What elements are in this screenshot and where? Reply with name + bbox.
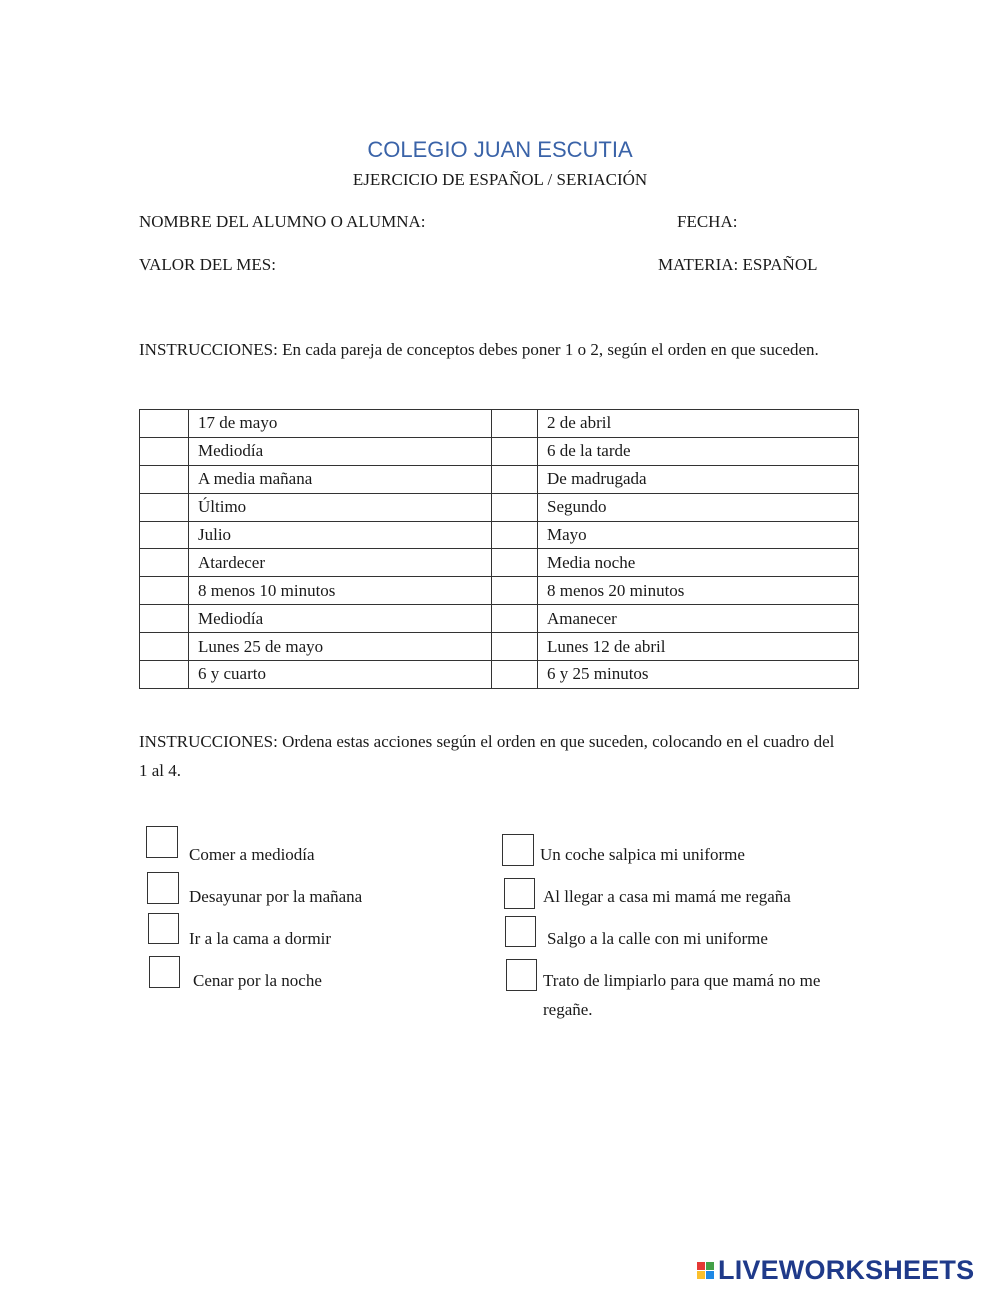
pair-row (140, 437, 859, 465)
concept-b: Amanecer (538, 605, 859, 633)
order-box-right-3[interactable] (505, 916, 536, 947)
concept-a: A media mañana (189, 465, 492, 493)
pair-row (140, 521, 859, 549)
pair-row (140, 410, 859, 438)
answer-box-b[interactable] (492, 465, 538, 493)
concept-a: Julio (189, 521, 492, 549)
answer-box-b[interactable] (492, 410, 538, 438)
liveworksheets-logo (697, 1254, 974, 1286)
value-of-month-label: VALOR DEL MES: (139, 255, 276, 274)
concept-b: 6 de la tarde (538, 437, 859, 465)
action-left-2: Desayunar por la mañana (189, 887, 363, 906)
answer-box-a[interactable] (140, 493, 189, 521)
logo-square-green (706, 1262, 714, 1270)
action-left-1: Comer a mediodía (189, 845, 315, 864)
order-box-right-4[interactable] (506, 959, 537, 991)
concept-a: Lunes 25 de mayo (189, 633, 492, 661)
answer-box-b[interactable] (492, 605, 538, 633)
pair-row (140, 661, 859, 689)
order-box-right-1[interactable] (502, 834, 534, 866)
answer-box-a[interactable] (140, 549, 189, 577)
concept-b: Segundo (538, 493, 859, 521)
concept-b: 6 y 25 minutos (538, 661, 859, 689)
logo-square-blue (706, 1271, 714, 1279)
concept-a: 17 de mayo (189, 410, 492, 438)
answer-box-b[interactable] (492, 437, 538, 465)
pair-row (140, 465, 859, 493)
answer-box-b[interactable] (492, 549, 538, 577)
order-box-left-3[interactable] (148, 913, 179, 944)
answer-box-b[interactable] (492, 521, 538, 549)
date-label: FECHA: (677, 212, 738, 231)
answer-box-a[interactable] (140, 633, 189, 661)
order-box-left-4[interactable] (149, 956, 180, 988)
concept-b: Lunes 12 de abril (538, 633, 859, 661)
worksheet-subtitle: EJERCICIO DE ESPAÑOL / SERIACIÓN (352, 170, 648, 189)
answer-box-a[interactable] (140, 521, 189, 549)
pair-row (140, 549, 859, 577)
order-box-right-2[interactable] (504, 878, 535, 909)
answer-box-a[interactable] (140, 465, 189, 493)
answer-box-b[interactable] (492, 633, 538, 661)
action-right-4: Trato de limpiarlo para que mamá no me regañe. (543, 971, 821, 1019)
concept-a: Mediodía (189, 437, 492, 465)
action-right-2: Al llegar a casa mi mamá me regaña (543, 887, 791, 906)
concept-b: Mayo (538, 521, 859, 549)
instructions-order: INSTRUCCIONES: Ordena estas acciones según el orden en que suceden, colocando en el cuadro del 1 al 4. (139, 732, 835, 780)
pair-row (140, 577, 859, 605)
order-box-left-1[interactable] (146, 826, 178, 858)
concept-a: 8 menos 10 minutos (189, 577, 492, 605)
answer-box-b[interactable] (492, 493, 538, 521)
action-right-1: Un coche salpica mi uniforme (540, 845, 745, 864)
action-right-3: Salgo a la calle con mi uniforme (547, 929, 768, 948)
concept-b: 8 menos 20 minutos (538, 577, 859, 605)
pair-row (140, 633, 859, 661)
answer-box-a[interactable] (140, 437, 189, 465)
concept-b: 2 de abril (538, 410, 859, 438)
answer-box-a[interactable] (140, 577, 189, 605)
pair-row (140, 493, 859, 521)
pairs-table (139, 409, 859, 689)
logo-mark-icon (697, 1262, 714, 1279)
subject-label: MATERIA: ESPAÑOL (658, 255, 818, 274)
concept-b: Media noche (538, 549, 859, 577)
answer-box-a[interactable] (140, 605, 189, 633)
logo-square-yellow (697, 1271, 705, 1279)
school-title: COLEGIO JUAN ESCUTIA (367, 137, 633, 162)
pair-row (140, 605, 859, 633)
action-left-3: Ir a la cama a dormir (189, 929, 332, 948)
logo-square-red (697, 1262, 705, 1270)
action-left-4: Cenar por la noche (193, 971, 322, 990)
order-box-left-2[interactable] (147, 872, 179, 904)
concept-a: 6 y cuarto (189, 661, 492, 689)
answer-box-b[interactable] (492, 661, 538, 689)
concept-b: De madrugada (538, 465, 859, 493)
instructions-pairs: INSTRUCCIONES: En cada pareja de conceptos debes poner 1 o 2, según el orden en que suceden. (139, 340, 819, 359)
answer-box-a[interactable] (140, 410, 189, 438)
logo-text: LIVEWORKSHEETS (718, 1254, 975, 1285)
concept-a: Atardecer (189, 549, 492, 577)
answer-box-a[interactable] (140, 661, 189, 689)
answer-box-b[interactable] (492, 577, 538, 605)
concept-a: Último (189, 493, 492, 521)
concept-a: Mediodía (189, 605, 492, 633)
student-name-label: NOMBRE DEL ALUMNO O ALUMNA: (139, 212, 426, 231)
